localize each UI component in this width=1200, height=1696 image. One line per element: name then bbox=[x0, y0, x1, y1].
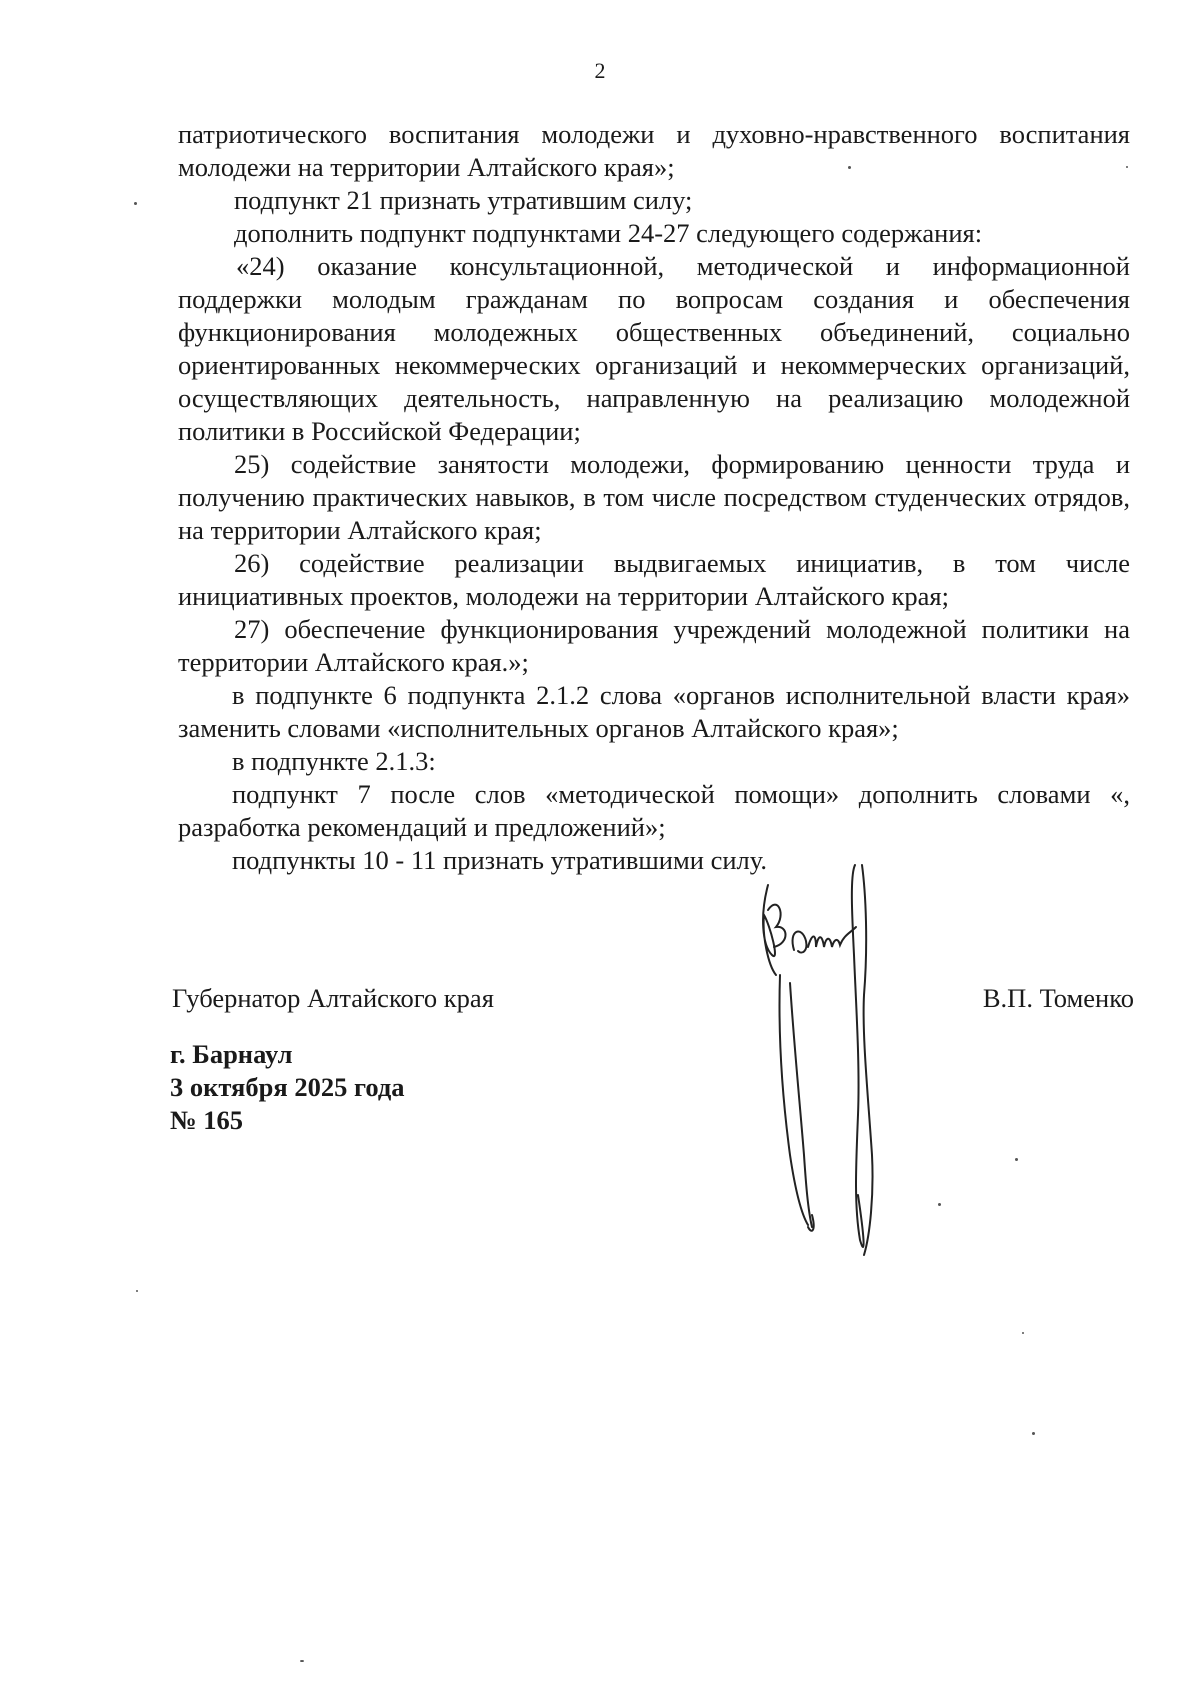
scan-speck bbox=[1126, 166, 1128, 168]
paragraph: 27) обеспечение функционирования учреждений молодежной политики на территории Алтайского края.»; bbox=[178, 614, 1130, 677]
document-date: 3 октября 2025 года bbox=[170, 1072, 405, 1102]
handwritten-signature bbox=[750, 855, 930, 1265]
scan-speck bbox=[134, 202, 137, 205]
signatory-name: В.П. Томенко bbox=[982, 983, 1134, 1013]
document-body bbox=[178, 118, 1130, 877]
paragraph: 26) содействие реализации выдвигаемых инициатив, в том числе инициативных проектов, молодежи на территории Алтайского края; bbox=[178, 548, 1130, 611]
scan-speck bbox=[136, 1290, 138, 1292]
paragraph: 25) содействие занятости молодежи, формированию ценности труда и получению практических навыков, в том числе посредством студенческих отрядов, на территории Алтайского края; bbox=[178, 449, 1130, 545]
paragraph: подпункты 10 - 11 признать утратившими силу. bbox=[232, 845, 767, 875]
scan-speck bbox=[938, 1203, 941, 1206]
city: г. Барнаул bbox=[170, 1039, 293, 1069]
paragraph: дополнить подпункт подпунктами 24-27 следующего содержания: bbox=[234, 218, 983, 248]
scan-speck bbox=[1015, 1158, 1018, 1161]
paragraph: подпункт 21 признать утратившим силу; bbox=[234, 185, 693, 215]
scan-speck bbox=[848, 166, 851, 169]
scan-speck bbox=[1032, 1432, 1035, 1435]
signatory-title: Губернатор Алтайского края bbox=[172, 983, 494, 1013]
place-date-block bbox=[170, 1038, 405, 1137]
paragraph: патриотического воспитания молодежи и духовно-нравственного воспитания молодежи на территории Алтайского края»; bbox=[178, 119, 1130, 182]
paragraph: в подпункте 2.1.3: bbox=[232, 746, 436, 776]
scan-speck bbox=[1022, 1332, 1024, 1334]
page-number: 2 bbox=[594, 58, 606, 83]
paragraph: в подпункте 6 подпункта 2.1.2 слова «органов исполнительной власти края» заменить словами «исполнительных органов Алтайского края»; bbox=[178, 680, 1130, 743]
scan-speck bbox=[300, 1660, 304, 1662]
document-number: № 165 bbox=[170, 1105, 244, 1135]
paragraph: «24) оказание консультационной, методической и информационной поддержки молодым гражданам по вопросам создания и обеспечения функционирования молодежных общественных объединений, социально ориентированных некоммерческих организаций и некоммерческих организаций, осуществляющих деятельность, направленную на реализацию молодежной политики в Российской Федерации; bbox=[178, 251, 1130, 446]
paragraph: подпункт 7 после слов «методической помощи» дополнить словами «, разработка рекомендаций и предложений»; bbox=[178, 779, 1130, 842]
